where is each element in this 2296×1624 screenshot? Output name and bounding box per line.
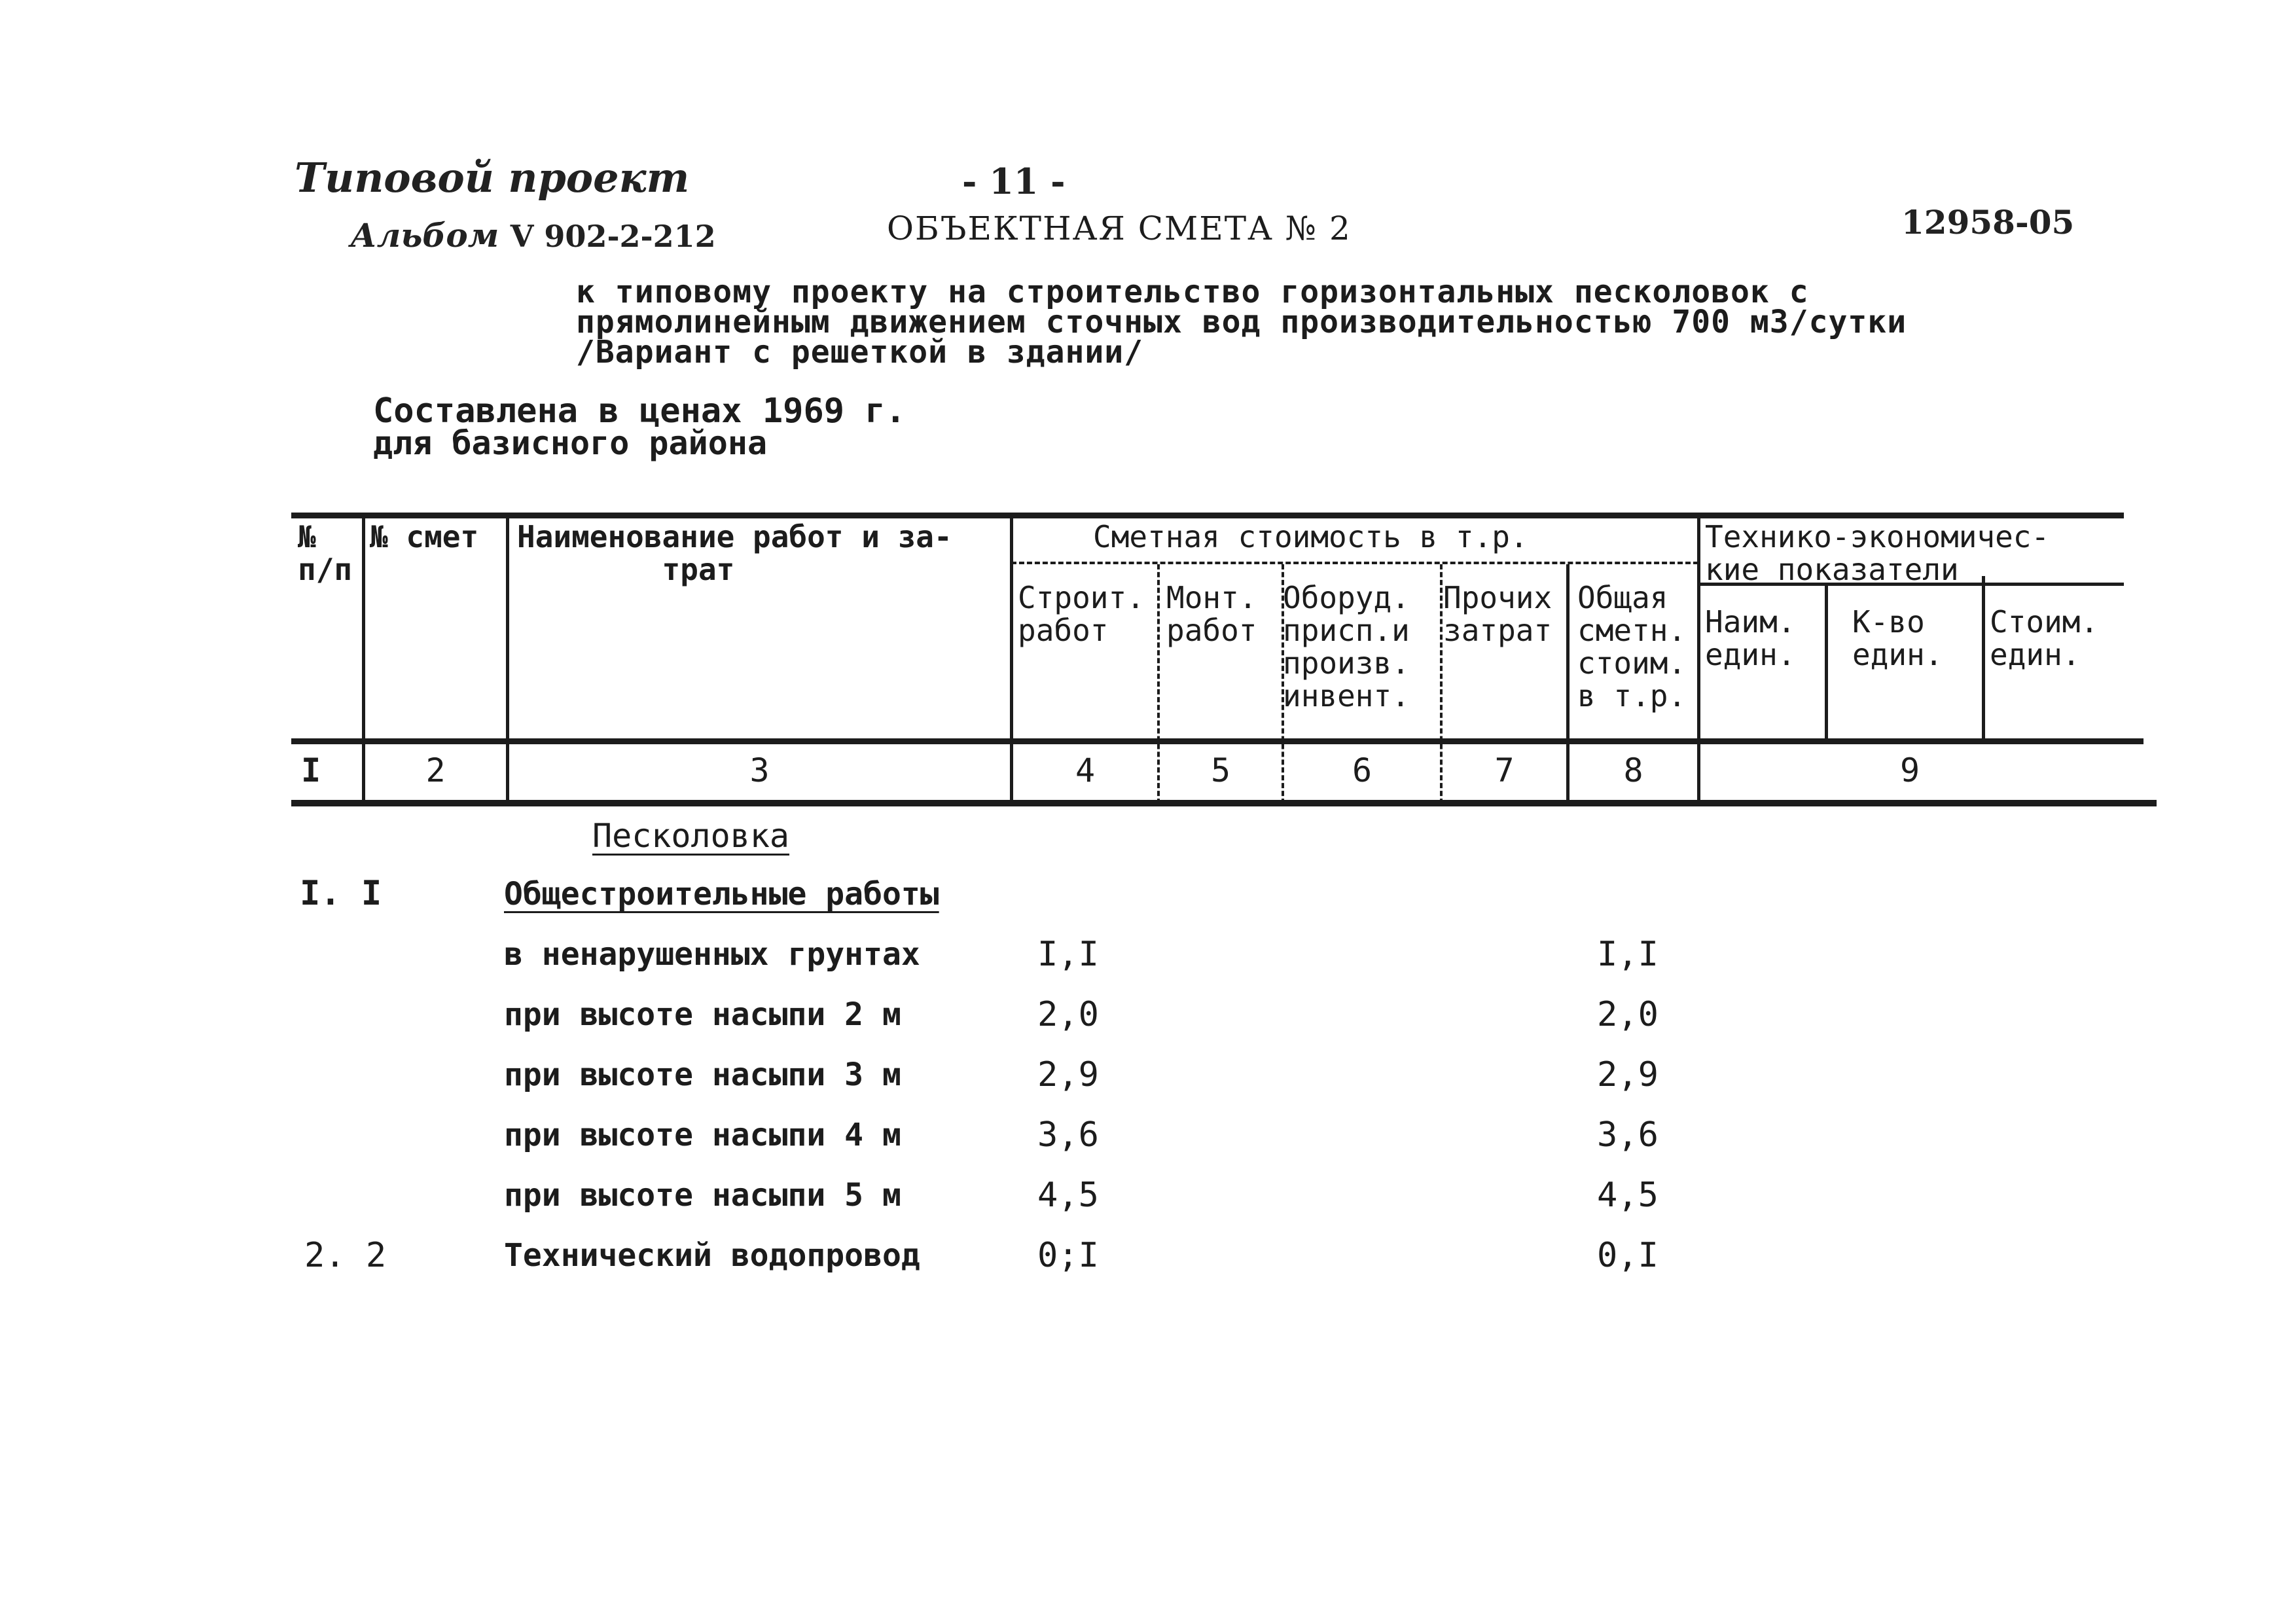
row-number: 2. 2 xyxy=(304,1236,387,1275)
row-total-cost: I,I xyxy=(1597,935,1659,974)
row-construction-cost: I,I xyxy=(1037,935,1099,974)
colnum-6: 6 xyxy=(1352,751,1372,789)
col-divider-9 xyxy=(1825,584,1828,741)
table-top-rule xyxy=(291,513,2124,518)
corner-line-1: Типовой проект xyxy=(295,154,690,202)
prices-line-2: для базисного района xyxy=(373,424,768,462)
colnum-1: I xyxy=(300,751,321,789)
numbers-bottom-rule xyxy=(291,800,2157,806)
row-name: в ненарушенных грунтах xyxy=(504,936,920,973)
header-bottom-rule xyxy=(291,738,2144,744)
row-construction-cost: 3,6 xyxy=(1037,1115,1099,1155)
row-total-cost: 3,6 xyxy=(1597,1115,1659,1155)
colnum-5: 5 xyxy=(1210,751,1231,789)
corner-album-code: V 902-2-212 xyxy=(510,219,716,254)
row-name: Технический водопровод xyxy=(504,1237,920,1274)
corner-album-label: Альбом xyxy=(350,216,499,255)
row-total-cost: 0,I xyxy=(1597,1236,1659,1275)
row-construction-cost: 4,5 xyxy=(1037,1176,1099,1215)
subtitle-line-3: /Вариант с решеткой в здании/ xyxy=(576,334,1144,370)
row-name: при высоте насыпи 2 м xyxy=(504,996,901,1033)
header-total: Общая сметн. стоим. в т.р. xyxy=(1577,580,1687,713)
col-divider-10 xyxy=(1982,576,1985,741)
colnum-9: 9 xyxy=(1899,751,1920,789)
row-name: при высоте насыпи 5 м xyxy=(504,1177,901,1214)
header-estimate-num: № смет xyxy=(370,519,479,554)
header-unit-cost: Стоим. един. xyxy=(1990,604,2099,672)
header-cost-group: Сметная стоимость в т.р. xyxy=(1093,519,1528,554)
row-name: Общестроительные работы xyxy=(504,876,939,912)
corner-line-2 xyxy=(350,216,716,255)
document-title: ОБЪЕКТНАЯ СМЕТА № 2 xyxy=(887,209,1352,247)
row-construction-cost: 2,0 xyxy=(1037,995,1099,1034)
colnum-2: 2 xyxy=(425,751,446,789)
header-work-name: Наименование работ и за- трат xyxy=(517,519,952,587)
document-code: 12958-05 xyxy=(1901,203,2075,242)
row-name: при высоте насыпи 4 м xyxy=(504,1117,901,1153)
header-unit-name: Наим. един. xyxy=(1705,604,1796,672)
row-construction-cost: 2,9 xyxy=(1037,1055,1099,1094)
row-name: при высоте насыпи 3 м xyxy=(504,1056,901,1093)
row-total-cost: 2,9 xyxy=(1597,1055,1659,1094)
cost-subheader-rule xyxy=(1011,562,1698,564)
header-num: № п/п xyxy=(298,519,353,587)
subtitle-line-2: прямолинейным движением сточных вод производительностью 700 м3/сутки xyxy=(576,304,1907,340)
row-total-cost: 4,5 xyxy=(1597,1176,1659,1215)
subtitle-line-1: к типовому проекту на строительство горизонтальных песколовок с xyxy=(576,274,1809,310)
header-unit-qty: К-во един. xyxy=(1852,604,1943,672)
row-number: I. I xyxy=(300,874,382,913)
section-title: Песколовка xyxy=(592,817,790,855)
colnum-7: 7 xyxy=(1494,751,1515,789)
header-construction: Строит. работ xyxy=(1018,580,1145,648)
page-number: - 11 - xyxy=(962,160,1066,202)
header-installation: Монт. работ xyxy=(1166,580,1257,648)
row-total-cost: 2,0 xyxy=(1597,995,1659,1034)
colnum-4: 4 xyxy=(1075,751,1096,789)
header-tech-group: Технико-экономичес- кие показатели xyxy=(1705,519,2050,587)
prices-line-1: Составлена в ценах 1969 г. xyxy=(373,391,906,431)
colnum-8: 8 xyxy=(1623,751,1643,789)
header-other: Прочих затрат xyxy=(1443,580,1552,648)
header-equipment: Оборуд. присп.и произв. инвент. xyxy=(1283,580,1410,713)
colnum-3: 3 xyxy=(749,751,770,789)
row-construction-cost: 0;I xyxy=(1037,1236,1099,1275)
